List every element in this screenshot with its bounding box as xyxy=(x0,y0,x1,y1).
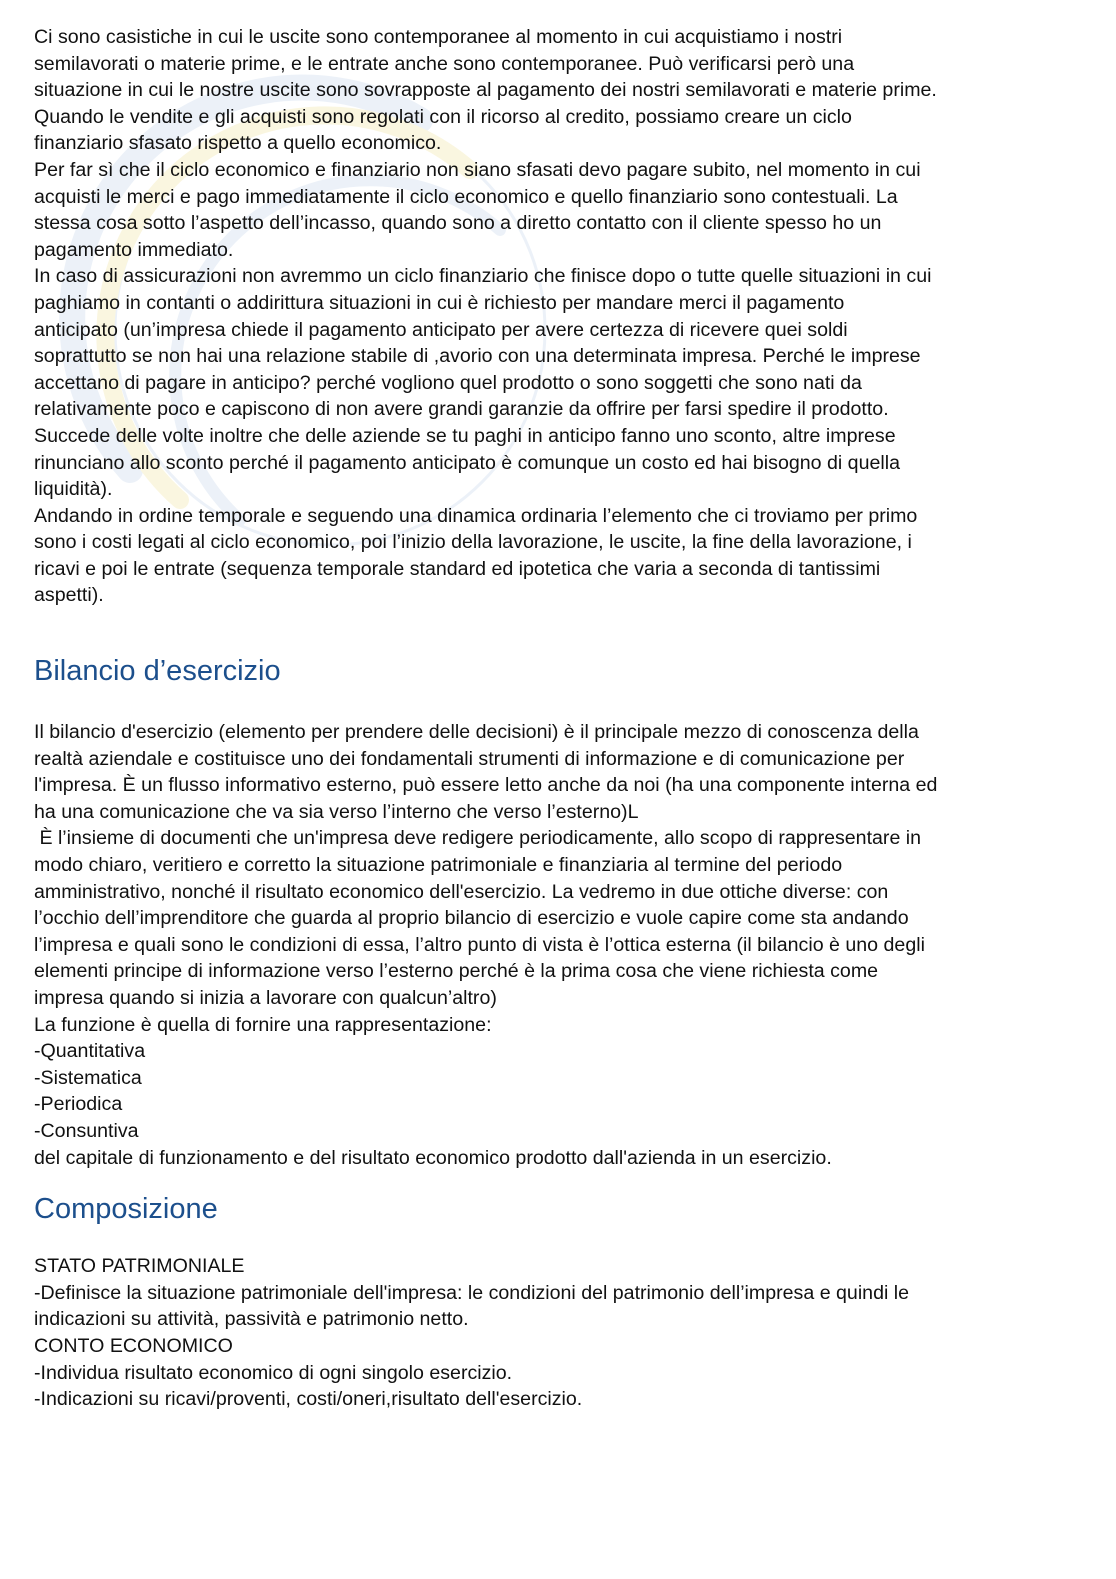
text-line: finanziario sfasato rispetto a quello economico. xyxy=(34,132,442,155)
text-line: realtà aziendale e costituisce uno dei fondamentali strumenti di informazione e di comunicazione per xyxy=(34,747,905,770)
text-line: È l’insieme di documenti che un'impresa deve redigere periodicamente, allo scopo di rappresentare in xyxy=(34,827,922,850)
text-line: modo chiaro, veritiero e corretto la situazione patrimoniale e finanziaria al termine del periodo xyxy=(34,854,843,877)
text-line: l’impresa e quali sono le condizioni di essa, l’altro punto di vista è l’ottica esterna (il bilancio è uno degli xyxy=(34,933,925,956)
subheading-stato-patrimoniale: STATO PATRIMONIALE xyxy=(34,1255,245,1278)
section1-text xyxy=(34,24,1082,609)
text-line: La funzione è quella di fornire una rappresentazione: xyxy=(34,1013,492,1036)
text-line: -Indicazioni su ricavi/proventi, costi/oneri,risultato dell'esercizio. xyxy=(34,1388,583,1411)
document-page xyxy=(34,24,1082,1413)
text-line: In caso di assicurazioni non avremmo un ciclo finanziario che finisce dopo o tutte quelle situazioni in cui xyxy=(34,265,932,288)
text-line: liquidità). xyxy=(34,478,113,501)
heading-composizione: Composizione xyxy=(34,1193,218,1226)
list-item: -Periodica xyxy=(34,1093,123,1116)
text-line: aspetti). xyxy=(34,584,104,607)
text-line: -Definisce la situazione patrimoniale dell'impresa: le condizioni del patrimonio dell’impresa e quindi le xyxy=(34,1281,910,1304)
text-line: l'impresa. È un flusso informativo esterno, può essere letto anche da noi (ha una componente interna ed xyxy=(34,774,938,797)
list-item: -Consuntiva xyxy=(34,1119,139,1142)
heading-bilancio: Bilancio d’esercizio xyxy=(34,655,281,688)
text-line: relativamente poco e capiscono di non avere grandi garanzie da offrire per farsi spedire il prodotto. xyxy=(34,398,889,421)
section2-text xyxy=(34,719,1082,1171)
text-line: anticipato (un’impresa chiede il pagamento anticipato per avere certezza di ricevere quei soldi xyxy=(34,318,848,341)
text-line: Il bilancio d'esercizio (elemento per prendere delle decisioni) è il principale mezzo di conoscenza della xyxy=(34,721,919,744)
text-line: sono i costi legati al ciclo economico, poi l’inizio della lavorazione, le uscite, la fine della lavorazione, i xyxy=(34,531,912,554)
text-line: l’occhio dell’imprenditore che guarda al proprio bilancio di esercizio e vuole capire come sta andando xyxy=(34,907,909,930)
text-line: soprattutto se non hai una relazione stabile di ,avorio con una determinata impresa. Perché le imprese xyxy=(34,345,921,368)
section3-text xyxy=(34,1253,1082,1413)
text-line: amministrativo, nonché il risultato economico dell'esercizio. La vedremo in due ottiche diverse: con xyxy=(34,880,889,903)
text-line: stessa cosa sotto l’aspetto dell’incasso, quando sono a diretto contatto con il cliente spesso ho un xyxy=(34,212,882,235)
text-line: impresa quando si inizia a lavorare con qualcun’altro) xyxy=(34,987,497,1009)
subheading-conto-economico: CONTO ECONOMICO xyxy=(34,1334,233,1357)
text-line: semilavorati o materie prime, e le entrate anche sono contemporanee. Può verificarsi però una xyxy=(34,52,855,75)
text-line: paghiamo in contanti o addirittura situazioni in cui è richiesto per mandare merci il pagamento xyxy=(34,291,845,314)
text-line: elementi principe di informazione verso l’esterno perché è la prima cosa che viene richiesta come xyxy=(34,960,879,983)
text-line: Andando in ordine temporale e seguendo una dinamica ordinaria l’elemento che ci troviamo per primo xyxy=(34,504,918,527)
text-line: Succede delle volte inoltre che delle aziende se tu paghi in anticipo fanno uno sconto, altre imprese xyxy=(34,424,896,447)
text-line: accettano di pagare in anticipo? perché vogliono quel prodotto o sono soggetti che sono nati da xyxy=(34,371,862,394)
text-line: ha una comunicazione che va sia verso l’interno che verso l’esterno)L xyxy=(34,800,639,823)
text-line: Quando le vendite e gli acquisti sono regolati con il ricorso al credito, possiamo creare un ciclo xyxy=(34,105,852,128)
text-line: ricavi e poi le entrate (sequenza temporale standard ed ipotetica che varia a seconda di tantissimi xyxy=(34,557,881,580)
text-line: del capitale di funzionamento e del risultato economico prodotto dall'azienda in un esercizio. xyxy=(34,1146,832,1169)
list-item: -Quantitativa xyxy=(34,1040,146,1063)
text-line: -Individua risultato economico di ogni singolo esercizio. xyxy=(34,1361,513,1384)
text-line: pagamento immediato. xyxy=(34,238,234,261)
text-line: rinunciano allo sconto perché il pagamento anticipato è comunque un costo ed hai bisogno di quella xyxy=(34,451,900,474)
text-line: situazione in cui le nostre uscite sono sovrapposte al pagamento dei nostri semilavorati e materie prime. xyxy=(34,79,937,102)
text-line: acquisti le merci e pago immediatamente il ciclo economico e quello finanziario sono contestuali. La xyxy=(34,185,898,208)
list-item: -Sistematica xyxy=(34,1066,142,1089)
text-line: Ci sono casistiche in cui le uscite sono contemporanee al momento in cui acquistiamo i nostri xyxy=(34,26,843,48)
text-line: indicazioni su attività, passività e patrimonio netto. xyxy=(34,1308,469,1331)
text-line: Per far sì che il ciclo economico e finanziario non siano sfasati devo pagare subito, nel momento in cui xyxy=(34,158,921,181)
